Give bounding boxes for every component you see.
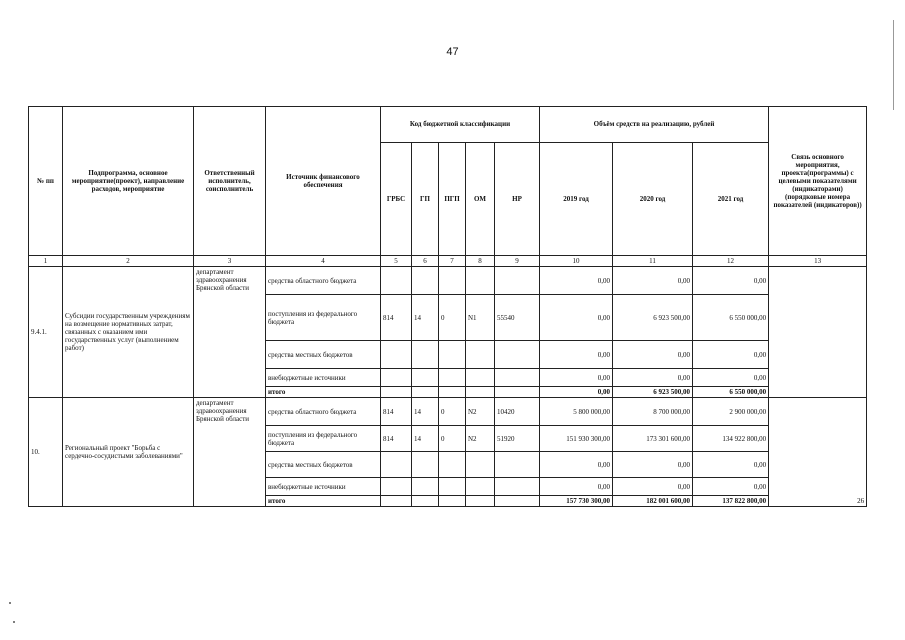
funding-source: средства областного бюджета <box>266 267 381 295</box>
page-number: 47 <box>446 46 459 58</box>
page-edge-line <box>893 20 894 110</box>
column-number: 12 <box>693 256 769 267</box>
executor: департамент здравоохранения Брянской области <box>194 267 266 398</box>
header-budget-classification: Код бюджетной классификации <box>381 107 540 143</box>
om-code <box>466 452 495 478</box>
amount-2021: 2 900 000,00 <box>693 398 769 426</box>
amount-2021: 0,00 <box>693 452 769 478</box>
indicator-link: 26 <box>769 398 867 507</box>
header-2020: 2020 год <box>613 143 693 256</box>
amount-2019: 0,00 <box>540 478 613 496</box>
amount-2020: 0,00 <box>613 452 693 478</box>
gp-code <box>412 341 439 369</box>
header-2019: 2019 год <box>540 143 613 256</box>
column-number: 1 <box>29 256 63 267</box>
header-nr: НР <box>495 143 540 256</box>
column-number: 2 <box>63 256 194 267</box>
nr-code <box>495 369 540 387</box>
pgp-code: 0 <box>439 426 466 452</box>
header-link: Связь основного мероприятия, проекта(программы) с целевыми показателями (индикаторами) (порядковые номера показателей (индикаторов)) <box>769 107 867 256</box>
header-pgp: ПГП <box>439 143 466 256</box>
pgp-code <box>439 387 466 398</box>
pgp-code <box>439 452 466 478</box>
column-number: 9 <box>495 256 540 267</box>
amount-2020: 173 301 600,00 <box>613 426 693 452</box>
amount-2019: 151 930 300,00 <box>540 426 613 452</box>
amount-2019: 0,00 <box>540 387 613 398</box>
amount-2021: 0,00 <box>693 267 769 295</box>
om-code <box>466 369 495 387</box>
row-number: 10. <box>29 398 63 507</box>
amount-2019: 157 730 300,00 <box>540 496 613 507</box>
funding-source: внебюджетные источники <box>266 369 381 387</box>
column-number-row <box>29 256 867 267</box>
pgp-code: 0 <box>439 295 466 341</box>
column-number: 3 <box>194 256 266 267</box>
funding-source: поступления из федерального бюджета <box>266 295 381 341</box>
amount-2019: 0,00 <box>540 341 613 369</box>
amount-2019: 0,00 <box>540 452 613 478</box>
grbs-code: 814 <box>381 398 412 426</box>
column-number: 6 <box>412 256 439 267</box>
amount-2021: 0,00 <box>693 478 769 496</box>
funding-source: поступления из федерального бюджета <box>266 426 381 452</box>
amount-2021: 0,00 <box>693 341 769 369</box>
amount-2021: 0,00 <box>693 369 769 387</box>
column-number: 5 <box>381 256 412 267</box>
grbs-code <box>381 267 412 295</box>
amount-2020: 6 923 500,00 <box>613 387 693 398</box>
om-code <box>466 341 495 369</box>
pgp-code: 0 <box>439 398 466 426</box>
row-number: 9.4.1. <box>29 267 63 398</box>
amount-2020: 8 700 000,00 <box>613 398 693 426</box>
grbs-code <box>381 496 412 507</box>
om-code <box>466 387 495 398</box>
scan-speck <box>13 621 15 623</box>
column-number: 8 <box>466 256 495 267</box>
budget-table <box>28 106 867 507</box>
column-number: 10 <box>540 256 613 267</box>
table-row <box>29 398 867 426</box>
header-source: Источник финансового обеспечения <box>266 107 381 256</box>
om-code <box>466 496 495 507</box>
grbs-code <box>381 369 412 387</box>
header-2021: 2021 год <box>693 143 769 256</box>
amount-2019: 0,00 <box>540 267 613 295</box>
nr-code: 10420 <box>495 398 540 426</box>
pgp-code <box>439 341 466 369</box>
funding-source: средства областного бюджета <box>266 398 381 426</box>
table-row <box>29 267 867 295</box>
header-om: ОМ <box>466 143 495 256</box>
gp-code <box>412 478 439 496</box>
grbs-code <box>381 452 412 478</box>
grbs-code: 814 <box>381 295 412 341</box>
pgp-code <box>439 496 466 507</box>
gp-code: 14 <box>412 295 439 341</box>
pgp-code <box>439 478 466 496</box>
funding-source: средства местных бюджетов <box>266 452 381 478</box>
executor: департамент здравоохранения Брянской области <box>194 398 266 507</box>
om-code: N2 <box>466 398 495 426</box>
om-code: N1 <box>466 295 495 341</box>
amount-2020: 6 923 500,00 <box>613 295 693 341</box>
gp-code <box>412 496 439 507</box>
header-funds: Объём средств на реализацию, рублей <box>540 107 769 143</box>
gp-code: 14 <box>412 426 439 452</box>
funding-source: итого <box>266 387 381 398</box>
funding-source: итого <box>266 496 381 507</box>
amount-2019: 0,00 <box>540 369 613 387</box>
nr-code <box>495 478 540 496</box>
nr-code <box>495 496 540 507</box>
header-grbs: ГРБС <box>381 143 412 256</box>
gp-code: 14 <box>412 398 439 426</box>
amount-2020: 182 001 600,00 <box>613 496 693 507</box>
amount-2021: 137 822 800,00 <box>693 496 769 507</box>
gp-code <box>412 369 439 387</box>
amount-2020: 0,00 <box>613 267 693 295</box>
nr-code <box>495 341 540 369</box>
nr-code: 55540 <box>495 295 540 341</box>
grbs-code: 814 <box>381 426 412 452</box>
header-num: № пп <box>29 107 63 256</box>
header-gp: ГП <box>412 143 439 256</box>
amount-2020: 0,00 <box>613 341 693 369</box>
amount-2021: 6 550 000,00 <box>693 295 769 341</box>
gp-code <box>412 452 439 478</box>
nr-code <box>495 452 540 478</box>
om-code <box>466 478 495 496</box>
pgp-code <box>439 369 466 387</box>
pgp-code <box>439 267 466 295</box>
amount-2019: 5 800 000,00 <box>540 398 613 426</box>
gp-code <box>412 267 439 295</box>
amount-2021: 134 922 800,00 <box>693 426 769 452</box>
amount-2021: 6 550 000,00 <box>693 387 769 398</box>
nr-code: 51920 <box>495 426 540 452</box>
funding-source: средства местных бюджетов <box>266 341 381 369</box>
gp-code <box>412 387 439 398</box>
nr-code <box>495 387 540 398</box>
header-subprogram: Подпрограмма, основное мероприятие(проект), направление расходов, мероприятие <box>63 107 194 256</box>
amount-2020: 0,00 <box>613 369 693 387</box>
activity-name: Субсидии государственным учреждениям на возмещение нормативных затрат, связанных с оказанием ими государственных услуг (выполнением работ) <box>63 267 194 398</box>
grbs-code <box>381 341 412 369</box>
amount-2019: 0,00 <box>540 295 613 341</box>
scan-speck <box>9 602 11 604</box>
grbs-code <box>381 387 412 398</box>
om-code: N2 <box>466 426 495 452</box>
indicator-link <box>769 267 867 398</box>
grbs-code <box>381 478 412 496</box>
column-number: 7 <box>439 256 466 267</box>
amount-2020: 0,00 <box>613 478 693 496</box>
om-code <box>466 267 495 295</box>
column-number: 13 <box>769 256 867 267</box>
column-number: 11 <box>613 256 693 267</box>
column-number: 4 <box>266 256 381 267</box>
funding-source: внебюджетные источники <box>266 478 381 496</box>
activity-name: Региональный проект "Борьба с сердечно-сосудистыми заболеваниями" <box>63 398 194 507</box>
header-executor: Ответственный исполнитель, соисполнитель <box>194 107 266 256</box>
nr-code <box>495 267 540 295</box>
